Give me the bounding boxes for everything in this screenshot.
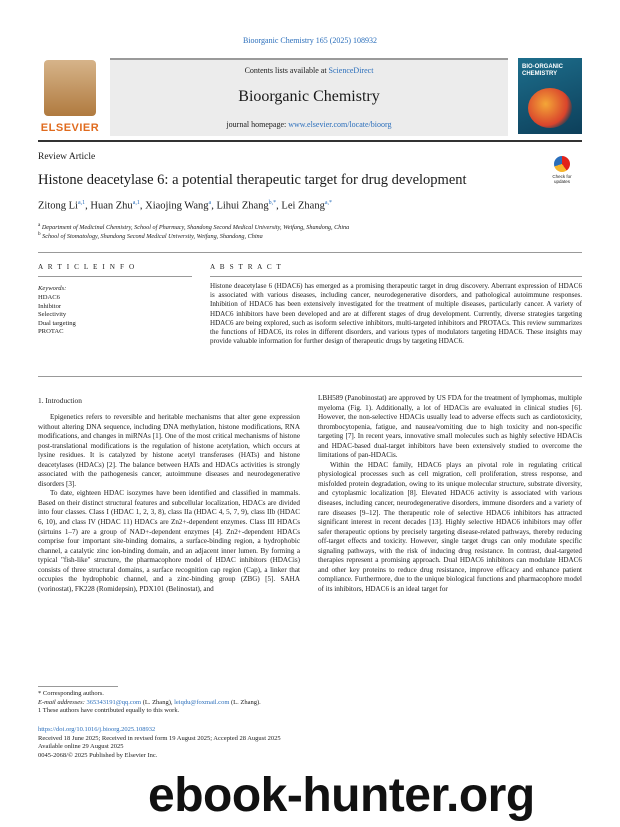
keyword: Dual targeting [38, 319, 76, 327]
section-heading: 1. Introduction [38, 396, 82, 405]
right-column [318, 394, 582, 594]
author-marks[interactable]: b,* [268, 200, 277, 206]
journal-masthead [38, 58, 582, 134]
paragraph: LBH589 (Panobinostat) are approved by US FDA for the treatment of lymphomas, multiple myeloma (Fig. 1). Additionally, a lot of HDACis are evaluated in clinical studies [6]. However, the non-selective HDACis usually lead to adverse effects such as cardiotoxicity, thrombocytopenia, fatigue, and nausea/vomiting due to high toxicity and non-specific targeting [7]. In recent years, innovative small molecules such as highly selective HDACis and HDAC-based dual-target inhibitors have been extensively studied to overcome the limitations of pan-HDACis. [318, 394, 582, 460]
received-dates: Received 18 June 2025; Received in revised form 19 August 2025; Accepted 28 August 2025 [38, 734, 281, 742]
article-type: Review Article [38, 152, 96, 162]
left-column [38, 413, 300, 594]
elsevier-logo[interactable] [38, 58, 102, 134]
author-name[interactable]: Lei Zhang [281, 200, 325, 212]
doi-link[interactable]: https://doi.org/10.1016/j.bioorg.2025.108932 [38, 726, 156, 733]
author-list: Zitong Li$^{a,1}$, Huan Zhu$^{a,1}$, Xiaojing Wang$^a$, Lihui Zhang$^{b,*}$, Lei Zhang$^{a,*}$ [38, 200, 333, 212]
homepage-line: journal homepage: www.elsevier.com/locate/bioorg [226, 120, 392, 129]
available-online: Available online 29 August 2025 [38, 743, 124, 750]
author-marks[interactable]: a,1 [77, 200, 86, 206]
email-link[interactable]: leiqdu@foxmail.com [174, 698, 230, 706]
footnote-corresponding: * Corresponding authors. [38, 690, 104, 697]
sciencedirect-link[interactable]: ScienceDirect [328, 66, 374, 75]
author-name[interactable]: Huan Zhu [90, 200, 133, 212]
copyright: 0045-2068/© 2025 Published by Elsevier Inc. [38, 751, 158, 759]
cover-artwork [528, 88, 572, 128]
affiliation: $^a$ Department of Medicinal Chemistry, School of Pharmacy, Shandong Second Medical University, Weifang, Shandong, China [38, 222, 350, 232]
keywords-label: Keywords: [38, 285, 67, 292]
divider [38, 376, 582, 377]
article-info-heading: A R T I C L E I N F O [38, 263, 136, 271]
cover-title: BIO-ORGANIC CHEMISTRY [522, 64, 563, 77]
footnote-rule [38, 686, 118, 687]
divider [38, 276, 192, 277]
journal-title: Bioorganic Chemistry [238, 88, 380, 105]
publication-info [38, 726, 358, 760]
affiliation: $^b$ School of Stomatology, Shandong Second Medical University, Weifang, Shandong, China [38, 231, 263, 241]
paragraph: To date, eighteen HDAC isozymes have been identified and classified in mammals. Based on their distinct structural features and subcellular localization, HDACs are divided into four classes. Class I (HDAC 1, 2, 3, 8), class IIa (HDAC 4, 5, 7, 9), class IIb (HDAC 6, 10), and class IV (HDAC 11) HDACs are Zn2+-dependent enzymes. Class III HDACs (sirtuins 1–7) are a group of NAD+-dependent enzymes [4]. Zn2+-dependent HDACs comprise four important site-binding domains, a surface-binding region, a hydrophobic channel, a catalytic zinc ion-binding domain, and an adjacent inner lumen. By forming a typical "fish-like" structure, the pharmacophore model of HDAC inhibitors (HDACis) consists of three structural domains, a surface recognition cap region (Cap), a linker that occupies the hydrophobic channel, and a zinc-binding group (ZBG) [5]. SAHA (vorinostat), FK228 (Romidepsin), PDX101 (Belinostat), and [38, 489, 300, 593]
footnote-equal: 1 These authors have contributed equally to this work. [38, 707, 180, 714]
check-updates-label: Check for updates [552, 174, 572, 184]
footnote-emails: E-mail addresses: 365343191@qq.com (L. Zhang), leiqdu@foxmail.com (L. Zhang). [38, 698, 261, 706]
author-name[interactable]: Lihui Zhang [216, 200, 269, 212]
keyword: Selectivity [38, 311, 67, 318]
author-marks[interactable]: a,* [324, 200, 333, 206]
contents-line: Contents lists available at ScienceDirect [244, 66, 374, 75]
author-marks[interactable]: a,1 [132, 200, 140, 206]
watermark: ebook-hunter.org [148, 769, 535, 822]
abstract-heading: A B S T R A C T [210, 263, 283, 271]
divider [38, 252, 582, 253]
check-updates-icon [554, 156, 570, 172]
author-name[interactable]: Zitong Li [38, 200, 78, 212]
keyword: Inhibitor [38, 302, 62, 310]
header-rule [38, 140, 582, 142]
email-link[interactable]: 365343191@qq.com [86, 698, 142, 706]
contents-banner [110, 58, 508, 136]
divider [210, 276, 582, 277]
check-for-updates-button[interactable] [544, 156, 580, 186]
paragraph: Within the HDAC family, HDAC6 plays an pivotal role in regulating critical physiological processes such as cell migration, cell proliferation, stress response, and misfolded protein degradation, owing to its unique molecular structure, substrate diversity, and cytoplasmic localization [8]. Elevated HDAC6 activity is associated with various diseases, including cancer, neurodegenerative disorders, immune disorders and a variety of rare diseases [9–12]. The therapeutic role of selective HDAC6 inhibitors has attracted significant interest in recent decades [13]. Highly selective HDAC6 inhibitors may offer safer therapeutic options by precisely targeting disease-related pathways, thereby reducing off-target effects and toxicity. However, single target drugs can only modulate specific signaling pathways, with the risk of inducing drug resistance. In contrast, dual-targeted therapies represent a promising approach. Dual HDAC6 inhibitors can modulate HDAC6 and other key proteins to reduce drug resistance, improve efficacy and enhance patient compliance. Furthermore, due to the unique biological functions and pharmacophore model of its inhibitors, HDAC6 is an ideal target for [318, 460, 582, 593]
journal-cover-image[interactable] [518, 58, 582, 134]
keyword: PROTAC [38, 328, 64, 335]
author-marks[interactable]: a [208, 200, 212, 206]
keyword: HDAC6 [38, 294, 60, 301]
author-name[interactable]: Xiaojing Wang [145, 200, 209, 212]
footnotes [38, 690, 338, 716]
paragraph: Epigenetics refers to reversible and heritable mechanisms that alter gene expression without altering DNA sequence, including DNA methylation, histone modifications, RNA modifications, and changes in miRNAs [1]. One of the most critical mechanisms of histone post-translational modifications is the regulation of histone acetylation, which occurs at lysine residues. It is catalyzed by histone acetyl transferases (HATs) and histone deacetylases (HDACs) [2]. The balance between HATs and HDACs activities is strongly associated with the pathogenesis cancer, autoimmune diseases and neurodegenerative disorders [3]. [38, 413, 300, 488]
journal-reference[interactable]: Bioorganic Chemistry 165 (2025) 108932 [242, 36, 378, 45]
homepage-link[interactable]: www.elsevier.com/locate/bioorg [288, 120, 392, 129]
elsevier-wordmark: ELSEVIER [40, 122, 100, 134]
abstract-body: Histone deacetylase 6 (HDAC6) has emerged as a promising therapeutic target in drug discovery. Aberrant expression of HDAC6 is associated with various diseases, including cancer, neurodegenerative disorders, and pathological autoimmune responses. Inhibition of HDAC6 has been extensively investigated for the treatment of multiple diseases, particularly cancer. A variety of HDAC6 inhibitors have been developed and are at different stages of drug development. Currently, diverse strategies targeting HDAC6 are being explored, such as isoform selective inhibitors, multi-targeted inhibitors and PROTACs. This review summarizes the functions of HDAC6, its roles in different disorders, and various types of modulators targeting HDAC6. These insights may provide valuable information for further design of therapeutic drugs by targeting HDAC6. [210, 282, 582, 346]
article-title: Histone deacetylase 6: a potential therapeutic target for drug development [38, 172, 467, 188]
elsevier-tree-icon [44, 60, 96, 116]
